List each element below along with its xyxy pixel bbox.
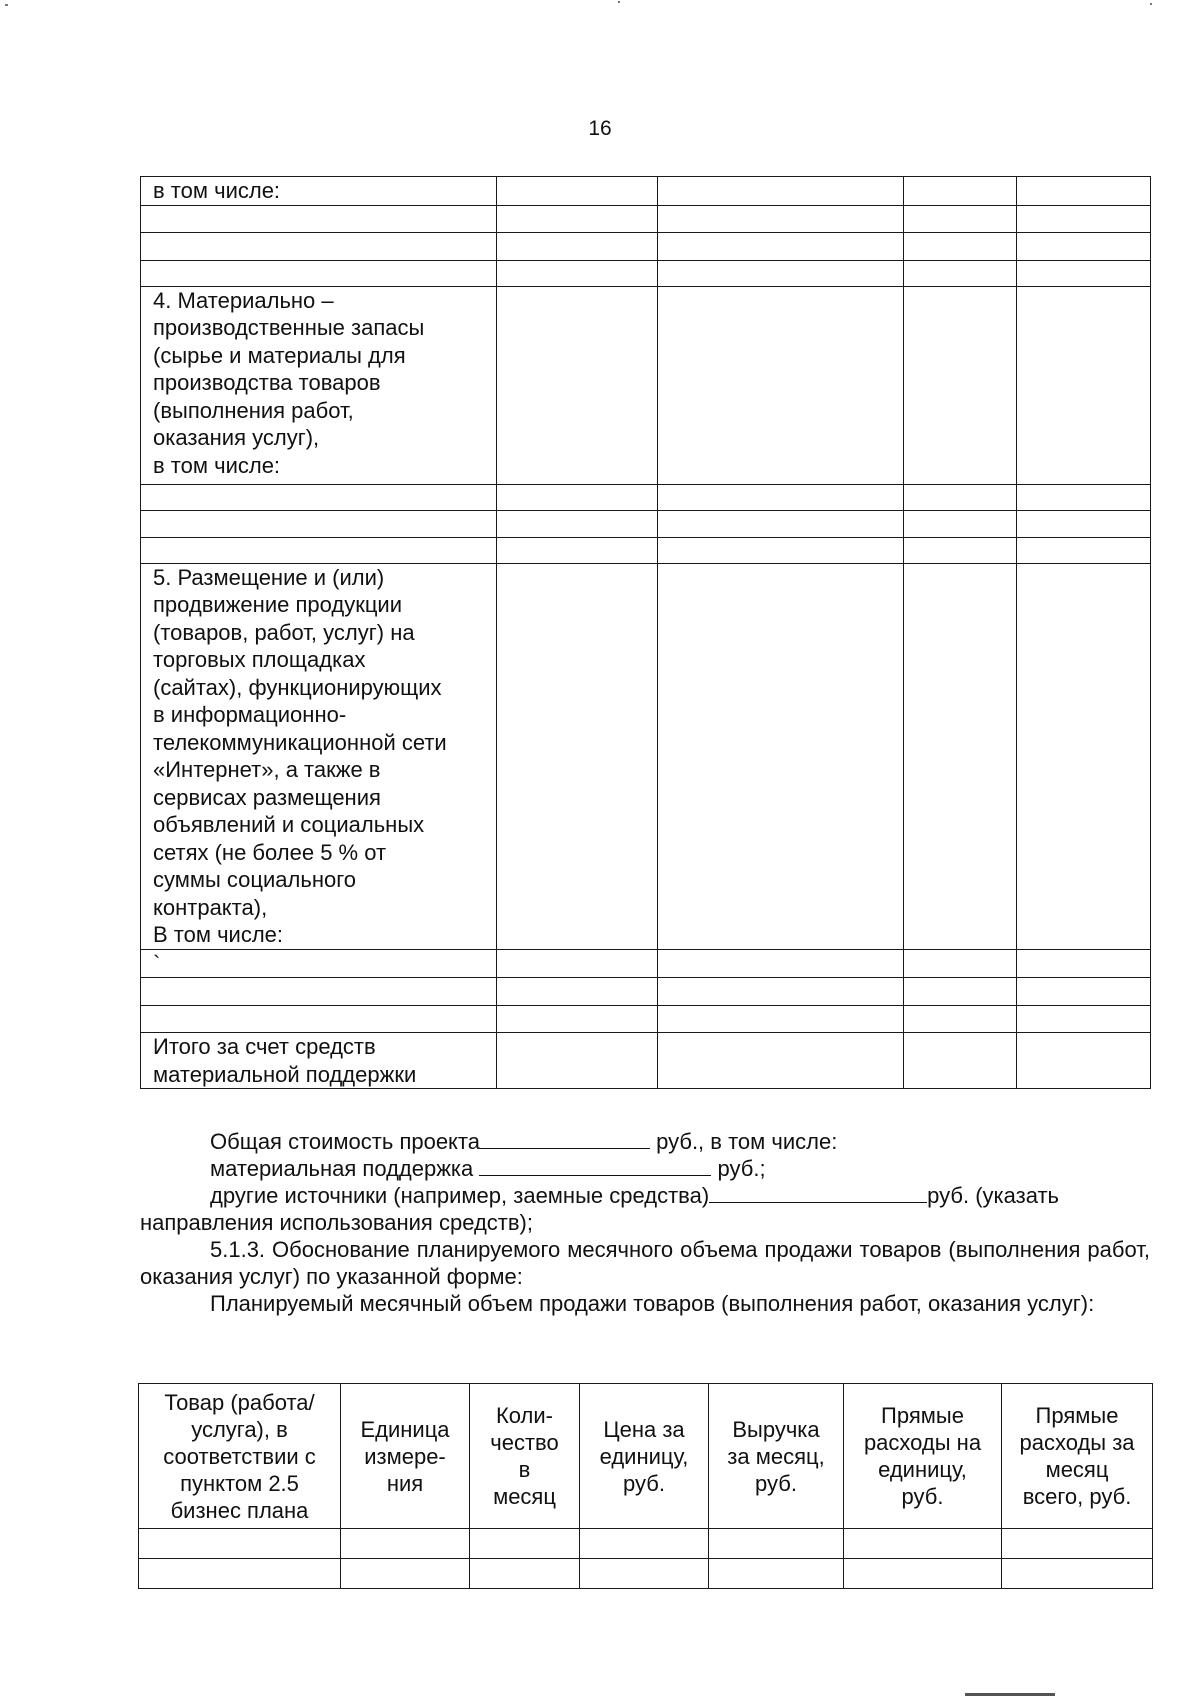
- budget-cell[interactable]: [904, 232, 1017, 260]
- budget-row-label: [141, 484, 497, 510]
- other-sources-blank[interactable]: [709, 1182, 927, 1203]
- body-text: [140, 1128, 1150, 1317]
- sales-header-cell: Прямые расходы за месяц всего, руб.: [1002, 1384, 1153, 1529]
- budget-row: [141, 1006, 1151, 1033]
- sales-cell[interactable]: [139, 1559, 341, 1589]
- budget-row-label: Итого за счет средств материальной поддержки: [141, 1033, 497, 1089]
- budget-row: [141, 1033, 1151, 1089]
- budget-cell[interactable]: [658, 563, 904, 949]
- budget-row-label: [141, 510, 497, 537]
- budget-row-label: [141, 232, 497, 260]
- budget-cell[interactable]: [904, 563, 1017, 949]
- sales-header-cell: Прямые расходы на единицу, руб.: [844, 1384, 1002, 1529]
- budget-row: [141, 286, 1151, 484]
- sales-cell[interactable]: [709, 1529, 844, 1559]
- sales-cell[interactable]: [580, 1529, 709, 1559]
- budget-cell[interactable]: [497, 232, 658, 260]
- budget-row: [141, 537, 1151, 563]
- budget-cell[interactable]: [497, 949, 658, 978]
- budget-row: [141, 260, 1151, 286]
- sales-row: [139, 1529, 1153, 1559]
- budget-row: [141, 563, 1151, 949]
- budget-table: [140, 176, 1151, 1089]
- sales-cell[interactable]: [470, 1529, 580, 1559]
- budget-cell[interactable]: [658, 177, 904, 206]
- budget-row-label: [141, 537, 497, 563]
- sales-header-cell: Выручка за месяц, руб.: [709, 1384, 844, 1529]
- budget-cell[interactable]: [658, 949, 904, 978]
- budget-cell[interactable]: [904, 286, 1017, 484]
- budget-cell[interactable]: [497, 510, 658, 537]
- budget-cell[interactable]: [1017, 260, 1151, 286]
- budget-cell[interactable]: [658, 978, 904, 1006]
- budget-cell[interactable]: [658, 286, 904, 484]
- budget-cell[interactable]: [904, 205, 1017, 232]
- budget-cell[interactable]: [904, 949, 1017, 978]
- budget-cell[interactable]: [904, 978, 1017, 1006]
- budget-cell[interactable]: [1017, 232, 1151, 260]
- total-cost-blank[interactable]: [480, 1128, 650, 1149]
- budget-cell[interactable]: [904, 1006, 1017, 1033]
- budget-row-label: 4. Материально – производственные запасы (сырье и материалы для производства товаров (выполнения работ, оказания услуг), в том числе:: [141, 286, 497, 484]
- sales-cell[interactable]: [580, 1559, 709, 1589]
- budget-row-label: в том числе:: [141, 177, 497, 206]
- sales-cell[interactable]: [1002, 1529, 1153, 1559]
- total-cost-line: Общая стоимость проекта руб., в том числе:: [210, 1129, 838, 1154]
- budget-cell[interactable]: [497, 484, 658, 510]
- budget-cell[interactable]: [904, 260, 1017, 286]
- budget-row: [141, 205, 1151, 232]
- budget-cell[interactable]: [1017, 563, 1151, 949]
- budget-row-label: [141, 978, 497, 1006]
- sales-header-cell: Коли- чество в месяц: [470, 1384, 580, 1529]
- budget-cell[interactable]: [1017, 1033, 1151, 1089]
- budget-row-label: [141, 260, 497, 286]
- sales-header-cell: Товар (работа/ услуга), в соответствии с пунктом 2.5 бизнес плана: [139, 1384, 341, 1529]
- scan-speck: [5, 4, 8, 6]
- sales-cell[interactable]: [1002, 1559, 1153, 1589]
- budget-cell[interactable]: [497, 260, 658, 286]
- scan-speck: [1150, 3, 1152, 5]
- other-sources-line: другие источники (например, заемные средства) руб. (указать: [210, 1183, 1060, 1208]
- budget-row-label: 5. Размещение и (или) продвижение продукции (товаров, работ, услуг) на торговых площадках (сайтах), функционирующих в информационно- телекоммуникационной сети «Интернет», а также в сервисах размещения объявлений и социальных сетях (не более 5 % от суммы социального контракта), В том числе:: [141, 563, 497, 949]
- sales-header-cell: Цена за единицу, руб.: [580, 1384, 709, 1529]
- budget-cell[interactable]: [497, 286, 658, 484]
- budget-row: [141, 978, 1151, 1006]
- budget-cell[interactable]: [497, 177, 658, 206]
- sales-cell[interactable]: [341, 1529, 470, 1559]
- budget-cell[interactable]: [1017, 537, 1151, 563]
- sales-row: [139, 1559, 1153, 1589]
- sales-table: [138, 1383, 1153, 1589]
- material-support-line: материальная поддержка руб.;: [210, 1156, 766, 1181]
- budget-cell[interactable]: [1017, 484, 1151, 510]
- budget-cell[interactable]: [497, 205, 658, 232]
- budget-row: [141, 510, 1151, 537]
- budget-cell[interactable]: [497, 978, 658, 1006]
- budget-cell[interactable]: [1017, 978, 1151, 1006]
- budget-cell[interactable]: [1017, 286, 1151, 484]
- budget-cell[interactable]: [1017, 177, 1151, 206]
- budget-cell[interactable]: [904, 537, 1017, 563]
- sales-cell[interactable]: [341, 1559, 470, 1589]
- budget-cell[interactable]: [658, 510, 904, 537]
- planned-volume-paragraph: Планируемый месячный объем продажи товаров (выполнения работ, оказания услуг):: [210, 1291, 1095, 1316]
- budget-cell[interactable]: [658, 537, 904, 563]
- budget-row-label: [141, 205, 497, 232]
- budget-cell[interactable]: [658, 260, 904, 286]
- budget-cell[interactable]: [658, 205, 904, 232]
- budget-row: [141, 232, 1151, 260]
- budget-cell[interactable]: [1017, 510, 1151, 537]
- budget-cell[interactable]: [1017, 949, 1151, 978]
- budget-cell[interactable]: [658, 232, 904, 260]
- budget-cell[interactable]: [904, 484, 1017, 510]
- budget-cell[interactable]: [497, 537, 658, 563]
- budget-cell[interactable]: [497, 1033, 658, 1089]
- budget-cell[interactable]: [658, 484, 904, 510]
- material-support-blank[interactable]: [479, 1155, 711, 1176]
- budget-row: [141, 484, 1151, 510]
- sales-cell[interactable]: [470, 1559, 580, 1589]
- budget-row: [141, 949, 1151, 978]
- sales-header-row: [139, 1384, 1153, 1529]
- sales-cell[interactable]: [844, 1559, 1002, 1589]
- budget-cell[interactable]: [497, 1006, 658, 1033]
- sales-cell[interactable]: [709, 1559, 844, 1589]
- budget-row-label: [141, 1006, 497, 1033]
- sales-header-cell: Единица измере- ния: [341, 1384, 470, 1529]
- budget-cell[interactable]: [658, 1033, 904, 1089]
- scan-speck: [618, 1, 620, 3]
- budget-row: [141, 177, 1151, 206]
- budget-cell[interactable]: [904, 1033, 1017, 1089]
- scan-streak: [965, 1693, 1055, 1696]
- other-sources-continuation: направления использования средств);: [140, 1210, 533, 1235]
- budget-cell[interactable]: [1017, 1006, 1151, 1033]
- sales-cell[interactable]: [844, 1529, 1002, 1559]
- page-number: 16: [588, 117, 612, 140]
- justification-paragraph: 5.1.3. Обоснование планируемого месячного объема продажи товаров (выполнения работ, оказания услуг) по указанной форме:: [140, 1237, 1150, 1289]
- budget-cell[interactable]: [904, 177, 1017, 206]
- sales-cell[interactable]: [139, 1529, 341, 1559]
- budget-cell[interactable]: [904, 510, 1017, 537]
- budget-row-label: `: [141, 949, 497, 978]
- budget-cell[interactable]: [1017, 205, 1151, 232]
- budget-cell[interactable]: [658, 1006, 904, 1033]
- budget-cell[interactable]: [497, 563, 658, 949]
